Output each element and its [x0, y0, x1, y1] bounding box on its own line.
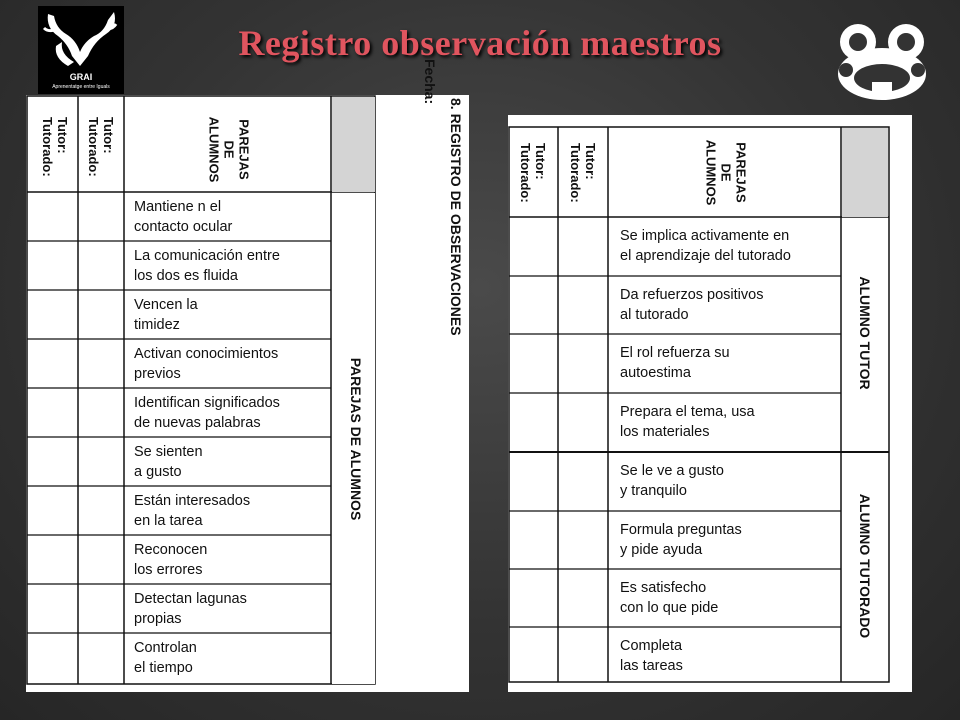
- s2-header-line-1: PAREJAS: [733, 142, 749, 203]
- criterion-line: Se sienten: [134, 444, 203, 460]
- criterion-line: los dos es fluida: [134, 268, 238, 284]
- criterion-line: autoestima: [620, 365, 691, 381]
- criterion-line: Están interesados: [134, 493, 251, 509]
- header-line-1: PAREJAS: [236, 119, 252, 180]
- criterion-row: [612, 511, 844, 569]
- criterion-row: [126, 633, 331, 682]
- criterion-row: [126, 290, 331, 339]
- grai-logo-icon: [38, 6, 124, 72]
- criterion-row: [126, 388, 331, 437]
- criterion-line: Mantiene n el: [134, 199, 222, 215]
- criterion-line: Se implica activamente en: [620, 228, 790, 244]
- criterion-row: [612, 569, 844, 627]
- s2-col-label-group-2: [568, 143, 598, 213]
- criterion-line: Controlan: [134, 640, 197, 656]
- criterion-line: Identifican significados: [134, 395, 280, 411]
- criterion-line: Prepara el tema, usa: [620, 404, 755, 420]
- criterion-line: y pide ayuda: [620, 542, 703, 558]
- criterion-line: Da refuerzos positivos: [620, 287, 764, 303]
- criterion-line: Reconocen: [134, 542, 208, 558]
- sheet-heading: 8. REGISTRO DE OBSERVACIONES: [448, 98, 464, 336]
- criterion-line: Vencen la: [134, 297, 198, 313]
- criterion-line: los materiales: [620, 424, 710, 440]
- criterion-line: el tiempo: [134, 660, 193, 676]
- s2-header-line-2: DE: [718, 163, 734, 182]
- observation-sheet-2: [508, 115, 912, 692]
- criterion-line: el aprendizaje del tutorado: [620, 248, 791, 264]
- section-alumno-tutorado: ALUMNO TUTORADO: [857, 493, 873, 639]
- s2-header-parejas: [704, 133, 749, 213]
- criterion-row: [612, 452, 844, 510]
- header-parejas: [207, 110, 252, 190]
- criterion-line: y tranquilo: [620, 483, 687, 499]
- criterion-line: Se le ve a gusto: [620, 463, 724, 479]
- criterion-line: propias: [134, 611, 182, 627]
- col-label-tutor-2: Tutor:: [101, 117, 116, 154]
- criterion-line: contacto ocular: [134, 219, 233, 235]
- side-label-parejas: PAREJAS DE ALUMNOS: [348, 357, 364, 521]
- s2-col-label-group-1: [518, 143, 548, 213]
- criterion-line: previos: [134, 366, 181, 382]
- s2-col-label-tutor-2: Tutor:: [583, 143, 598, 180]
- criterion-line: La comunicación entre: [134, 248, 280, 264]
- criterion-line: timidez: [134, 317, 180, 333]
- criterion-line: Es satisfecho: [620, 580, 707, 596]
- logo-subtitle: Aprenentatge entre Iguals: [52, 84, 110, 90]
- s2-header-line-3: ALUMNOS: [703, 139, 719, 206]
- criterion-row: [126, 584, 331, 633]
- criterion-row: [612, 334, 844, 392]
- criterion-row: [126, 241, 331, 290]
- criterion-row: [126, 339, 331, 388]
- criterion-row: [126, 486, 331, 535]
- section-alumno-tutor: ALUMNO TUTOR: [857, 276, 873, 390]
- frog-face-logo-icon: [832, 18, 932, 102]
- page-title: Registro observación maestros: [238, 23, 722, 63]
- criterion-line: El rol refuerza su: [620, 345, 730, 361]
- criterion-row: [612, 393, 844, 451]
- logo-name: GRAI: [69, 72, 93, 82]
- criterion-line: con lo que pide: [620, 600, 719, 616]
- col-label-group-2: [86, 117, 116, 187]
- criterion-line: los errores: [134, 562, 203, 578]
- criterion-row: [126, 535, 331, 584]
- criterion-row: [612, 627, 844, 685]
- criterion-line: las tareas: [620, 658, 683, 674]
- col-label-group-1: [40, 117, 70, 187]
- criterion-line: a gusto: [134, 464, 182, 480]
- header-line-2: DE: [221, 140, 237, 159]
- s2-col-label-tutor-1: Tutor:: [533, 143, 548, 180]
- col-label-tutor-1: Tutor:: [55, 117, 70, 154]
- fecha-label: Fecha:: [422, 59, 438, 105]
- criterion-row: [126, 437, 331, 486]
- s2-col-label-tutorado-1: Tutorado:: [518, 143, 533, 203]
- criterion-line: Detectan lagunas: [134, 591, 247, 607]
- criterion-line: Activan conocimientos: [134, 346, 279, 362]
- criterion-line: de nuevas palabras: [134, 415, 261, 431]
- criterion-line: Completa: [620, 638, 683, 654]
- criterion-line: Formula preguntas: [620, 522, 742, 538]
- header-line-3: ALUMNOS: [206, 116, 222, 183]
- s2-col-label-tutorado-2: Tutorado:: [568, 143, 583, 203]
- criterion-line: en la tarea: [134, 513, 203, 529]
- criterion-row: [126, 192, 331, 241]
- criterion-line: al tutorado: [620, 307, 689, 323]
- criterion-row: [612, 217, 844, 275]
- grai-logo: [38, 6, 124, 94]
- col-label-tutorado-2: Tutorado:: [86, 117, 101, 177]
- criterion-row: [612, 276, 844, 334]
- col-label-tutorado-1: Tutorado:: [40, 117, 55, 177]
